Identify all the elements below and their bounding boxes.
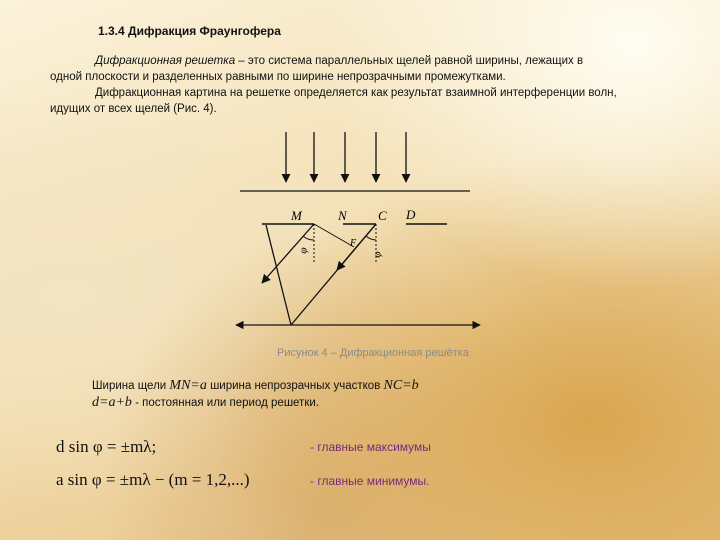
slit-width-line xyxy=(92,378,419,394)
slit-width-formula: MN=a xyxy=(169,378,207,393)
label-c: C xyxy=(378,208,387,223)
paragraph-2-line-1: Дифракционная картина на решетке определяется как результат взаимной интерференции волн, xyxy=(95,87,617,99)
angle-arc-left xyxy=(303,236,314,240)
term-diffraction-grating: Дифракционная решетка xyxy=(95,55,236,67)
slit-width-label: Ширина щели xyxy=(92,380,167,392)
formula-minima: a sin φ = ±mλ − (m = 1,2,...) xyxy=(56,470,250,489)
path-difference-segment xyxy=(314,224,354,247)
paragraph-1-line-1-rest: – это система параллельных щелей равной ширины, лежащих в xyxy=(235,55,584,67)
period-formula: d=a+b xyxy=(92,395,132,410)
diffracted-rays xyxy=(262,224,376,325)
label-n: N xyxy=(338,208,347,223)
opaque-width-label: ширина непрозрачных участков xyxy=(210,380,381,392)
paragraph-2-line-2: идущих от всех щелей (Рис. 4). xyxy=(50,103,217,115)
label-f: F xyxy=(350,238,357,249)
period-text: - постоянная или период решетки. xyxy=(131,397,319,409)
paragraph-1-line-2: одной плоскости и разделенных равными по ширине непрозрачными промежутками. xyxy=(50,71,506,83)
angle-arc-right xyxy=(366,236,376,240)
formula-maxima-description: - главные максимумы xyxy=(310,440,431,454)
label-phi-right: φ xyxy=(371,250,385,259)
ray-to-focus-right xyxy=(291,224,376,325)
label-m: M xyxy=(291,208,302,223)
period-line xyxy=(92,395,319,411)
label-d: D xyxy=(406,207,416,222)
label-phi-left: φ xyxy=(297,246,311,255)
formula-minima-description: - главные минимумы. xyxy=(310,474,430,488)
formula-maxima: d sin φ = ±mλ; xyxy=(56,437,157,456)
incident-rays xyxy=(286,132,406,182)
opaque-width-formula: NC=b xyxy=(383,378,419,393)
section-heading: 1.3.4 Дифракция Фраунгофера xyxy=(98,24,281,38)
figure-caption: Рисунок 4 – Дифракционная решётка xyxy=(277,347,469,359)
